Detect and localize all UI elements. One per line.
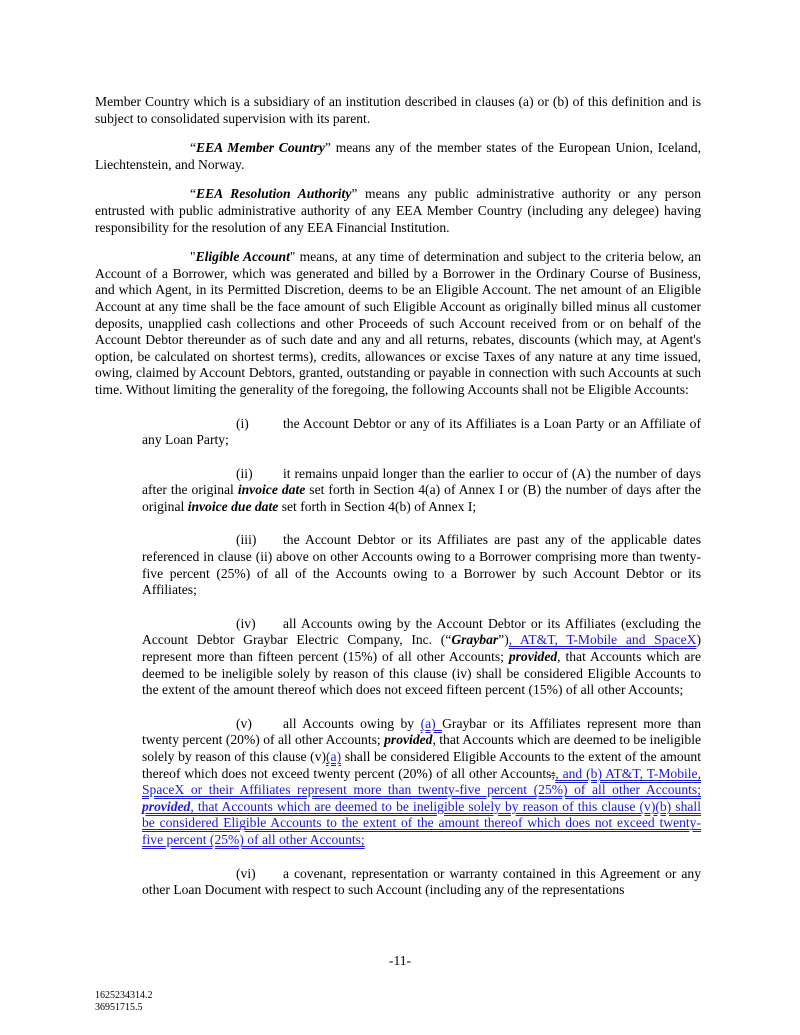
inserted-text: , that Accounts which are deemed to be ineligible solely by reason of this clause (v)(b) shall be considered Eligible Accounts to the extent of the amount thereof which does not exceed twenty-five percent (25%) of all other Accounts; [142,798,701,847]
clause-vi: (vi) a covenant, representation or warranty contained in this Agreement or any other Loan Document with respect to such Account (including any of the representations [142,865,701,898]
paragraph-continuation: Member Country which is a subsidiary of an institution described in clauses (a) or (b) of this definition and is subject to consolidated supervision with its parent. [95,94,701,126]
doc-id: 1625234314.2 [95,990,153,1001]
definition-eea-member-country: “EEA Member Country” means any of the member states of the European Union, Iceland, Liechtenstein, and Norway. [95,140,701,172]
clause-iii: (iii) the Account Debtor or its Affiliates are past any of the applicable dates referenced in clause (ii) above on other Accounts owing to a Borrower comprising more than twenty-five percent (25%) of all of the Accounts owing to a Borrower by such Account Debtor or its Affiliates; [142,532,701,598]
document-ids [95,990,153,1014]
inserted-text: provided [142,798,191,814]
clause-number: (i) [236,415,249,431]
clause-number: (ii) [236,465,253,481]
clause-i: (i) the Account Debtor or any of its Affiliates is a Loan Party or an Affiliate of any Loan Party; [142,415,701,448]
clause-v: (v) all Accounts owing by (a) Graybar or its Affiliates represent more than twenty percent (20%) of all other Accounts; provided, that Accounts which are deemed to be ineligible solely by reason of this clause (v)(a) shall be considered Eligible Accounts to the extent of the amount thereof which does not exceed twenty percent (20%) of all other Accounts;, and (b) AT&T, T-Mobile, SpaceX or their Affiliates represent more than twenty-five percent (25%) of all other Accounts; provided, that Accounts which are deemed to be ineligible solely by reason of this clause (v)(b) shall be considered Eligible Accounts to the extent of the amount thereof which does not exceed twenty-five percent (25%) of all other Accounts; [142,715,702,847]
clause-number: (vi) [236,865,256,881]
clause-number: (iii) [236,532,257,548]
clause-ii: (ii) it remains unpaid longer than the earlier to occur of (A) the number of days after the original invoice date set forth in Section 4(a) of Annex I or (B) the number of days after the original invoice due date set forth in Section 4(b) of Annex I; [142,465,701,514]
definition-eligible-account: "Eligible Account" means, at any time of determination and subject to the criteria below, an Account of a Borrower, which was generated and billed by a Borrower in the Ordinary Course of Business, and which Agent, in its Permitted Discretion, deems to be an Eligible Account. The net amount of an Eligible Account at any time shall be the face amount of such Eligible Account as originally billed minus all customer deposits, unapplied cash collections and other Proceeds of such Account received from or on behalf of the Account Debtor thereunder as of such date and any and all returns, rebates, discounts (which may, at Agent's option, be calculated on shortest terms), credits, allowances or excise Taxes of any nature at any time issued, owing, claimed by Account Debtors, granted, outstanding or payable in connection with such Accounts at such time. Without limiting the generality of the foregoing, the following Accounts shall not be Eligible Accounts: [95,249,701,397]
inserted-text: (a) [420,715,443,731]
inserted-text: , AT&T, T-Mobile and SpaceX [508,632,697,648]
defined-term: EEA Member Country [196,140,325,156]
inserted-text: (a) [326,749,342,764]
deleted-text: ; [551,765,556,781]
document-body [95,94,701,899]
defined-term: Eligible Account [195,249,290,265]
defined-term: EEA Resolution Authority [196,186,352,202]
clause-number: (v) [236,715,252,731]
clause-iv: (iv) all Accounts owing by the Account Debtor or its Affiliates (excluding the Account Debtor Graybar Electric Company, Inc. (“Graybar”), AT&T, T-Mobile and SpaceX) represent more than fifteen percent (15%) of all other Accounts; provided, that Accounts which are deemed to be ineligible solely by reason of this clause (iv) shall be considered Eligible Accounts to the extent of the amount thereof which does not exceed fifteen percent (15%) of all other Accounts; [142,615,701,698]
inserted-text: , and (b) AT&T, T-Mobile, SpaceX or their Affiliates represent more than twenty-five percent (25%) of all other Accounts; [142,765,701,798]
doc-id: 36951715.5 [95,1002,143,1013]
clause-number: (iv) [236,615,256,631]
page-number: -11- [388,953,412,968]
definition-eea-resolution-authority: “EEA Resolution Authority” means any public administrative authority or any person entrusted with public administrative authority of any EEA Member Country (including any delegee) having responsibility for the resolution of any EEA Financial Institution. [95,186,701,235]
